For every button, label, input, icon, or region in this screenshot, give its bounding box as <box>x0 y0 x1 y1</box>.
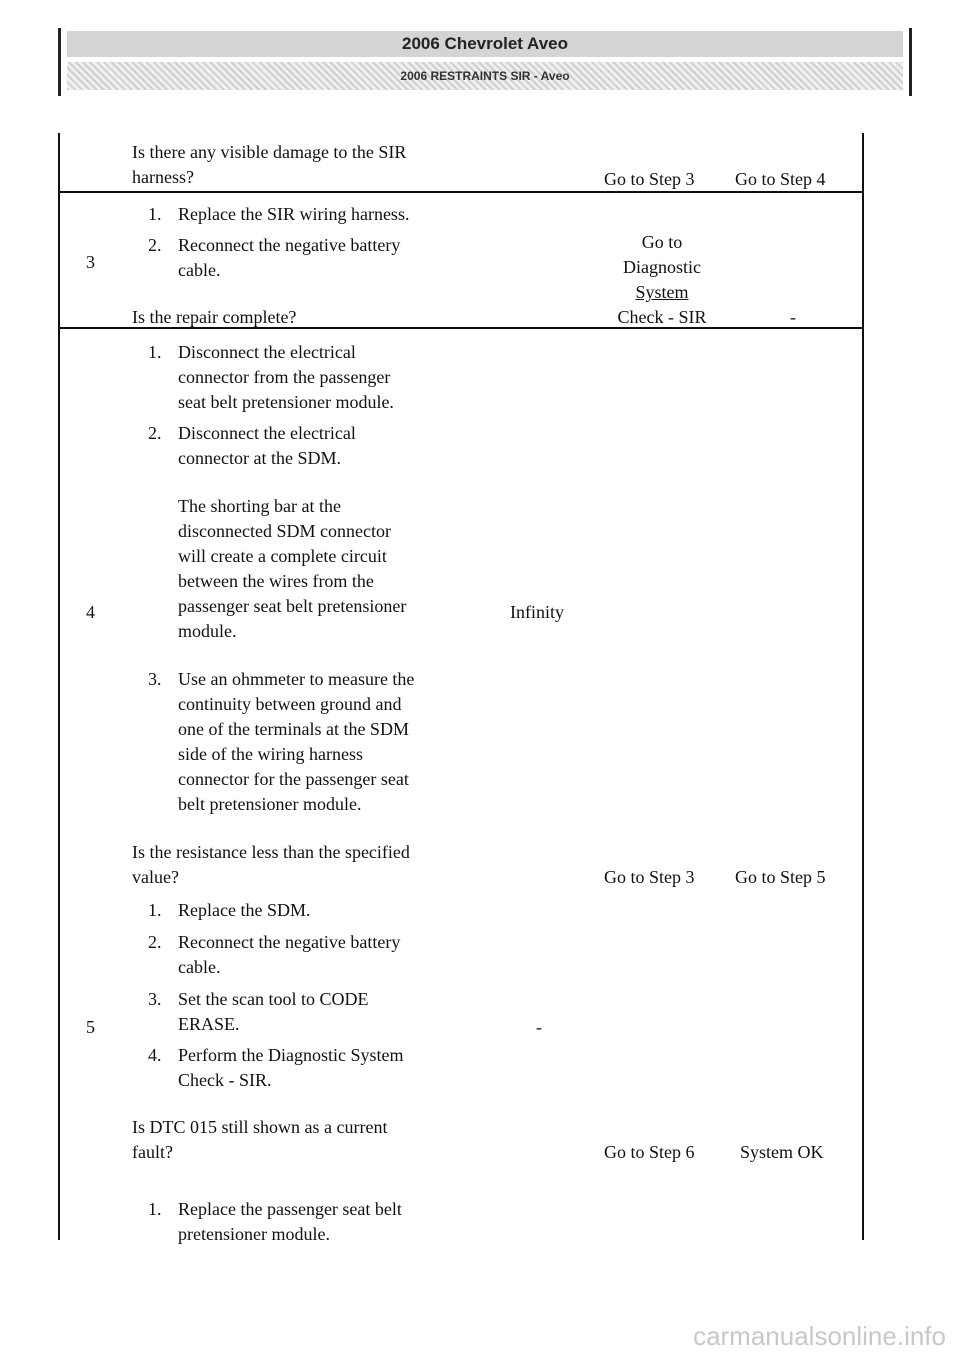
note-text: passenger seat belt pretensioner <box>178 596 407 616</box>
action-text: seat belt pretensioner module. <box>178 392 394 412</box>
action-number: 1. <box>148 204 162 224</box>
row4-question-line: Is the resistance less than the specified <box>132 842 410 862</box>
action-text: Replace the SDM. <box>178 900 311 920</box>
step-number: 4 <box>86 602 95 622</box>
action-number: 1. <box>148 1199 162 1219</box>
action-text: Perform the Diagnostic System <box>178 1045 404 1065</box>
row4-value: Infinity <box>510 602 564 622</box>
row3-question: Is the repair complete? <box>132 307 297 327</box>
document-subtitle: 2006 RESTRAINTS SIR - Aveo <box>67 62 903 90</box>
action-text: cable. <box>178 260 221 280</box>
action-text: Disconnect the electrical <box>178 423 356 443</box>
row2-question-line: Is there any visible damage to the SIR <box>132 142 407 162</box>
action-number: 2. <box>148 235 162 255</box>
action-text: Replace the passenger seat belt <box>178 1199 402 1219</box>
row3-yes-text: Go to <box>641 232 683 252</box>
action-number: 3. <box>148 669 162 689</box>
action-text: Disconnect the electrical <box>178 342 356 362</box>
action-number: 2. <box>148 423 162 443</box>
action-number: 1. <box>148 900 162 920</box>
step-number: 5 <box>86 1017 95 1037</box>
action-text: ERASE. <box>178 1014 240 1034</box>
row2-yes-link[interactable]: Go to Step 3 <box>604 169 695 189</box>
note-text: between the wires from the <box>178 571 374 591</box>
page-header <box>58 28 912 96</box>
row3-yes-text: Diagnostic <box>623 257 701 277</box>
row4-yes-link[interactable]: Go to Step 3 <box>604 867 695 887</box>
row3-yes-text: Check - SIR <box>617 307 707 327</box>
action-text: one of the terminals at the SDM <box>178 719 409 739</box>
row5-yes-link[interactable]: Go to Step 6 <box>604 1142 695 1162</box>
note-text: will create a complete circuit <box>178 546 387 566</box>
step-number: 3 <box>86 252 95 272</box>
action-text: Replace the SIR wiring harness. <box>178 204 410 224</box>
action-number: 3. <box>148 989 162 1009</box>
document-title: 2006 Chevrolet Aveo <box>67 31 903 57</box>
action-number: 2. <box>148 932 162 952</box>
action-text: cable. <box>178 957 221 977</box>
note-text: disconnected SDM connector <box>178 521 391 541</box>
action-number: 4. <box>148 1045 162 1065</box>
action-text: Reconnect the negative battery <box>178 932 401 952</box>
action-text: belt pretensioner module. <box>178 794 362 814</box>
action-number: 1. <box>148 342 162 362</box>
note-text: module. <box>178 621 237 641</box>
action-text: connector for the passenger seat <box>178 769 409 789</box>
row5-no-text: System OK <box>740 1142 824 1162</box>
action-text: connector at the SDM. <box>178 448 341 468</box>
watermark: carmanualsonline.info <box>693 1321 946 1351</box>
row5-value: - <box>536 1017 542 1037</box>
action-text: Use an ohmmeter to measure the <box>178 669 415 689</box>
row2-question-line: harness? <box>132 167 194 187</box>
action-text: Reconnect the negative battery <box>178 235 401 255</box>
note-text: The shorting bar at the <box>178 496 341 516</box>
action-text: connector from the passenger <box>178 367 391 387</box>
row3-no-value: - <box>790 307 796 327</box>
diagnostic-system-link[interactable]: System <box>635 282 689 302</box>
row4-question-line: value? <box>132 867 179 887</box>
action-text: continuity between ground and <box>178 694 402 714</box>
row2-no-link[interactable]: Go to Step 4 <box>735 169 826 189</box>
action-text: side of the wiring harness <box>178 744 363 764</box>
row5-question-line: Is DTC 015 still shown as a current <box>132 1117 388 1137</box>
action-text: Check - SIR. <box>178 1070 272 1090</box>
row5-question-line: fault? <box>132 1142 173 1162</box>
row4-no-link[interactable]: Go to Step 5 <box>735 867 826 887</box>
action-text: pretensioner module. <box>178 1224 330 1244</box>
action-text: Set the scan tool to CODE <box>178 989 369 1009</box>
